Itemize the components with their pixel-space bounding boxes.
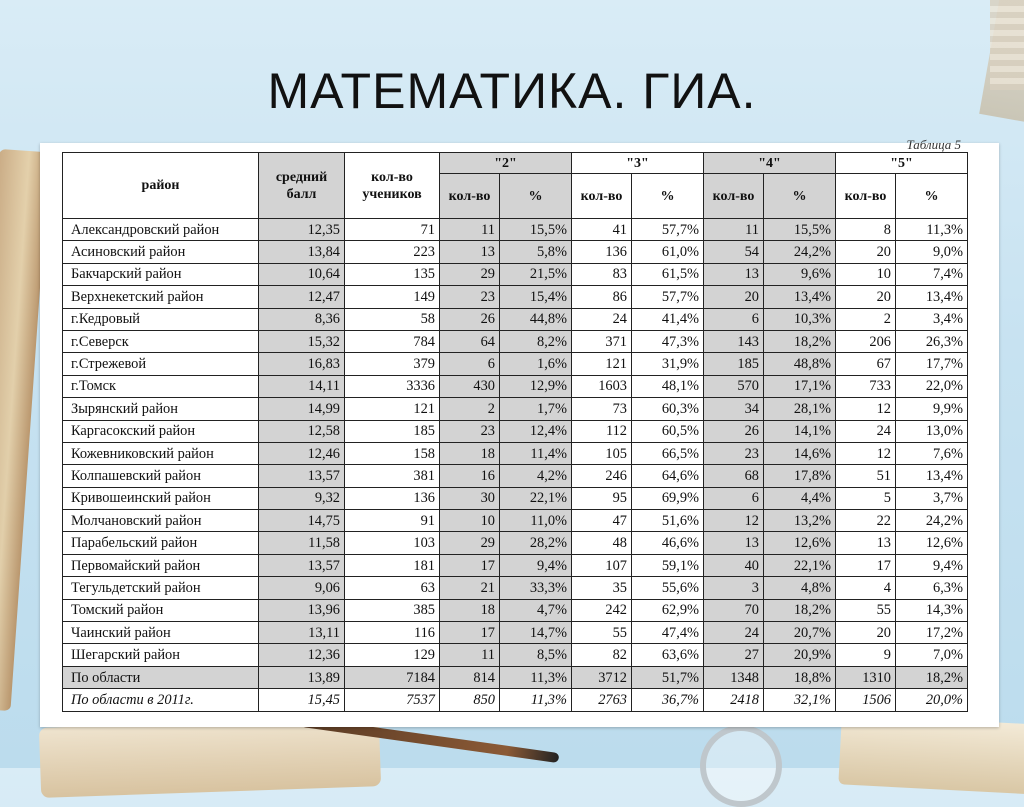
district-cell: Каргасокский район	[63, 420, 259, 442]
district-cell: Парабельский район	[63, 532, 259, 554]
value-cell: 7537	[345, 689, 440, 711]
district-cell: Тегульдетский район	[63, 577, 259, 599]
value-cell: 4,8%	[764, 577, 836, 599]
value-cell: 116	[345, 622, 440, 644]
value-cell: 185	[345, 420, 440, 442]
value-cell: 143	[704, 330, 764, 352]
table-body	[63, 219, 968, 712]
value-cell: 570	[704, 375, 764, 397]
value-cell: 136	[345, 487, 440, 509]
table-row	[63, 442, 968, 464]
value-cell: 10	[836, 263, 896, 285]
value-cell: 32,1%	[764, 689, 836, 711]
value-cell: 1,6%	[500, 353, 572, 375]
value-cell: 9,9%	[896, 398, 968, 420]
table-row	[63, 330, 968, 352]
value-cell: 12,9%	[500, 375, 572, 397]
value-cell: 4,4%	[764, 487, 836, 509]
value-cell: 12,35	[259, 219, 345, 241]
value-cell: 51,6%	[632, 510, 704, 532]
value-cell: 223	[345, 241, 440, 263]
value-cell: 18	[440, 442, 500, 464]
header-grade-5: "5"	[836, 153, 968, 174]
value-cell: 63,6%	[632, 644, 704, 666]
value-cell: 24	[836, 420, 896, 442]
value-cell: 26	[704, 420, 764, 442]
value-cell: 246	[572, 465, 632, 487]
table-row	[63, 644, 968, 666]
value-cell: 7,0%	[896, 644, 968, 666]
value-cell: 82	[572, 644, 632, 666]
value-cell: 12,6%	[764, 532, 836, 554]
value-cell: 58	[345, 308, 440, 330]
table-row	[63, 420, 968, 442]
value-cell: 13	[440, 241, 500, 263]
prev-year-row	[63, 689, 968, 711]
district-cell: Кожевниковский район	[63, 442, 259, 464]
header-percent-4: %	[764, 174, 836, 219]
district-cell: Асиновский район	[63, 241, 259, 263]
value-cell: 14,3%	[896, 599, 968, 621]
table-row	[63, 622, 968, 644]
value-cell: 9,0%	[896, 241, 968, 263]
header-percent-2: %	[500, 174, 572, 219]
value-cell: 12,46	[259, 442, 345, 464]
value-cell: 9,4%	[500, 554, 572, 576]
value-cell: 60,5%	[632, 420, 704, 442]
value-cell: 47,4%	[632, 622, 704, 644]
value-cell: 18,2%	[764, 599, 836, 621]
value-cell: 1506	[836, 689, 896, 711]
value-cell: 13,4%	[764, 286, 836, 308]
value-cell: 13,96	[259, 599, 345, 621]
value-cell: 48,1%	[632, 375, 704, 397]
value-cell: 10,3%	[764, 308, 836, 330]
value-cell: 12,6%	[896, 532, 968, 554]
value-cell: 733	[836, 375, 896, 397]
district-cell: г.Томск	[63, 375, 259, 397]
results-table	[62, 152, 968, 712]
district-cell: Кривошеинский район	[63, 487, 259, 509]
value-cell: 11	[440, 219, 500, 241]
value-cell: 60,3%	[632, 398, 704, 420]
value-cell: 23	[440, 420, 500, 442]
value-cell: 9,4%	[896, 554, 968, 576]
header-percent-5: %	[896, 174, 968, 219]
value-cell: 371	[572, 330, 632, 352]
value-cell: 135	[345, 263, 440, 285]
value-cell: 12	[836, 398, 896, 420]
value-cell: 11,3%	[500, 666, 572, 688]
value-cell: 71	[345, 219, 440, 241]
table-caption: Таблица 5	[906, 137, 961, 152]
value-cell: 27	[704, 644, 764, 666]
value-cell: 9,6%	[764, 263, 836, 285]
value-cell: 55,6%	[632, 577, 704, 599]
value-cell: 12	[836, 442, 896, 464]
value-cell: 86	[572, 286, 632, 308]
value-cell: 7184	[345, 666, 440, 688]
value-cell: 57,7%	[632, 286, 704, 308]
value-cell: 63	[345, 577, 440, 599]
value-cell: 13,89	[259, 666, 345, 688]
value-cell: 61,0%	[632, 241, 704, 263]
value-cell: 83	[572, 263, 632, 285]
value-cell: 21,5%	[500, 263, 572, 285]
value-cell: 64	[440, 330, 500, 352]
table-sheet	[40, 137, 999, 727]
value-cell: 4	[836, 577, 896, 599]
table-row	[63, 286, 968, 308]
value-cell: 11,58	[259, 532, 345, 554]
value-cell: 7,6%	[896, 442, 968, 464]
value-cell: 1310	[836, 666, 896, 688]
value-cell: 381	[345, 465, 440, 487]
district-cell: Томский район	[63, 599, 259, 621]
value-cell: 61,5%	[632, 263, 704, 285]
value-cell: 185	[704, 353, 764, 375]
value-cell: 8,2%	[500, 330, 572, 352]
value-cell: 47	[572, 510, 632, 532]
value-cell: 13,84	[259, 241, 345, 263]
value-cell: 55	[572, 622, 632, 644]
value-cell: 36,7%	[632, 689, 704, 711]
value-cell: 430	[440, 375, 500, 397]
value-cell: 15,32	[259, 330, 345, 352]
header-students: кол-во учеников	[345, 153, 440, 219]
value-cell: 69,9%	[632, 487, 704, 509]
value-cell: 850	[440, 689, 500, 711]
value-cell: 6	[704, 308, 764, 330]
district-cell: Бакчарский район	[63, 263, 259, 285]
value-cell: 30	[440, 487, 500, 509]
table-row	[63, 554, 968, 576]
value-cell: 18,2%	[764, 330, 836, 352]
value-cell: 8,5%	[500, 644, 572, 666]
district-cell: Чаинский район	[63, 622, 259, 644]
value-cell: 13,2%	[764, 510, 836, 532]
table-row	[63, 532, 968, 554]
value-cell: 6	[704, 487, 764, 509]
value-cell: 17	[836, 554, 896, 576]
value-cell: 8	[836, 219, 896, 241]
table-row	[63, 487, 968, 509]
value-cell: 95	[572, 487, 632, 509]
value-cell: 13,0%	[896, 420, 968, 442]
value-cell: 17,7%	[896, 353, 968, 375]
value-cell: 24,2%	[764, 241, 836, 263]
value-cell: 14,75	[259, 510, 345, 532]
value-cell: 66,5%	[632, 442, 704, 464]
value-cell: 3336	[345, 375, 440, 397]
value-cell: 11	[704, 219, 764, 241]
value-cell: 20,7%	[764, 622, 836, 644]
value-cell: 22,0%	[896, 375, 968, 397]
value-cell: 136	[572, 241, 632, 263]
value-cell: 51	[836, 465, 896, 487]
value-cell: 73	[572, 398, 632, 420]
value-cell: 13,57	[259, 554, 345, 576]
value-cell: 35	[572, 577, 632, 599]
value-cell: 4,7%	[500, 599, 572, 621]
value-cell: 7,4%	[896, 263, 968, 285]
value-cell: 17	[440, 554, 500, 576]
value-cell: 6	[440, 353, 500, 375]
value-cell: 5,8%	[500, 241, 572, 263]
table-row	[63, 219, 968, 241]
district-cell: Первомайский район	[63, 554, 259, 576]
value-cell: 105	[572, 442, 632, 464]
value-cell: 48	[572, 532, 632, 554]
total-row	[63, 666, 968, 688]
value-cell: 11,0%	[500, 510, 572, 532]
value-cell: 17,2%	[896, 622, 968, 644]
value-cell: 48,8%	[764, 353, 836, 375]
district-cell: Верхнекетский район	[63, 286, 259, 308]
table-row	[63, 241, 968, 263]
value-cell: 41	[572, 219, 632, 241]
value-cell: 91	[345, 510, 440, 532]
value-cell: 11	[440, 644, 500, 666]
district-cell: Александровский район	[63, 219, 259, 241]
district-cell: г.Стрежевой	[63, 353, 259, 375]
value-cell: 13,11	[259, 622, 345, 644]
value-cell: 57,7%	[632, 219, 704, 241]
value-cell: 13	[704, 263, 764, 285]
district-cell: Молчановский район	[63, 510, 259, 532]
value-cell: 1603	[572, 375, 632, 397]
header-avg: средний балл	[259, 153, 345, 219]
value-cell: 62,9%	[632, 599, 704, 621]
district-cell: Шегарский район	[63, 644, 259, 666]
value-cell: 11,4%	[500, 442, 572, 464]
table-row	[63, 510, 968, 532]
header-grade-4: "4"	[704, 153, 836, 174]
value-cell: 26	[440, 308, 500, 330]
value-cell: 12	[704, 510, 764, 532]
value-cell: 15,5%	[500, 219, 572, 241]
district-cell: Зырянский район	[63, 398, 259, 420]
district-cell: г.Кедровый	[63, 308, 259, 330]
value-cell: 3	[704, 577, 764, 599]
value-cell: 13	[836, 532, 896, 554]
value-cell: 6,3%	[896, 577, 968, 599]
value-cell: 55	[836, 599, 896, 621]
table-row	[63, 577, 968, 599]
value-cell: 20	[836, 286, 896, 308]
value-cell: 67	[836, 353, 896, 375]
value-cell: 23	[440, 286, 500, 308]
district-cell: По области в 2011г.	[63, 689, 259, 711]
value-cell: 46,6%	[632, 532, 704, 554]
value-cell: 15,5%	[764, 219, 836, 241]
value-cell: 22,1%	[500, 487, 572, 509]
value-cell: 8,36	[259, 308, 345, 330]
value-cell: 10,64	[259, 263, 345, 285]
header-district: район	[63, 153, 259, 219]
value-cell: 181	[345, 554, 440, 576]
value-cell: 16	[440, 465, 500, 487]
value-cell: 2418	[704, 689, 764, 711]
district-cell: г.Северск	[63, 330, 259, 352]
value-cell: 54	[704, 241, 764, 263]
value-cell: 68	[704, 465, 764, 487]
table-row	[63, 263, 968, 285]
value-cell: 14,99	[259, 398, 345, 420]
value-cell: 20	[836, 622, 896, 644]
value-cell: 9	[836, 644, 896, 666]
value-cell: 13,4%	[896, 465, 968, 487]
value-cell: 24,2%	[896, 510, 968, 532]
value-cell: 14,1%	[764, 420, 836, 442]
value-cell: 12,47	[259, 286, 345, 308]
value-cell: 9,06	[259, 577, 345, 599]
value-cell: 2	[836, 308, 896, 330]
header-count-5: кол-во	[836, 174, 896, 219]
header-grade-3: "3"	[572, 153, 704, 174]
value-cell: 5	[836, 487, 896, 509]
value-cell: 18	[440, 599, 500, 621]
value-cell: 47,3%	[632, 330, 704, 352]
value-cell: 379	[345, 353, 440, 375]
value-cell: 15,4%	[500, 286, 572, 308]
value-cell: 20,9%	[764, 644, 836, 666]
value-cell: 11,3%	[896, 219, 968, 241]
value-cell: 784	[345, 330, 440, 352]
value-cell: 44,8%	[500, 308, 572, 330]
value-cell: 121	[572, 353, 632, 375]
value-cell: 103	[345, 532, 440, 554]
district-cell: По области	[63, 666, 259, 688]
table-row	[63, 308, 968, 330]
value-cell: 18,2%	[896, 666, 968, 688]
header-row-top	[63, 153, 968, 174]
value-cell: 41,4%	[632, 308, 704, 330]
value-cell: 1,7%	[500, 398, 572, 420]
value-cell: 70	[704, 599, 764, 621]
background-magnifier	[700, 725, 782, 807]
value-cell: 9,32	[259, 487, 345, 509]
value-cell: 22	[836, 510, 896, 532]
value-cell: 12,36	[259, 644, 345, 666]
table-row	[63, 465, 968, 487]
value-cell: 64,6%	[632, 465, 704, 487]
value-cell: 158	[345, 442, 440, 464]
value-cell: 16,83	[259, 353, 345, 375]
value-cell: 206	[836, 330, 896, 352]
value-cell: 3,7%	[896, 487, 968, 509]
value-cell: 40	[704, 554, 764, 576]
value-cell: 15,45	[259, 689, 345, 711]
value-cell: 3,4%	[896, 308, 968, 330]
value-cell: 59,1%	[632, 554, 704, 576]
value-cell: 10	[440, 510, 500, 532]
value-cell: 28,1%	[764, 398, 836, 420]
value-cell: 107	[572, 554, 632, 576]
value-cell: 13	[704, 532, 764, 554]
value-cell: 31,9%	[632, 353, 704, 375]
value-cell: 29	[440, 263, 500, 285]
header-grade-2: "2"	[440, 153, 572, 174]
table-row	[63, 398, 968, 420]
value-cell: 22,1%	[764, 554, 836, 576]
district-cell: Колпашевский район	[63, 465, 259, 487]
value-cell: 14,6%	[764, 442, 836, 464]
value-cell: 14,11	[259, 375, 345, 397]
value-cell: 18,8%	[764, 666, 836, 688]
value-cell: 20,0%	[896, 689, 968, 711]
value-cell: 12,58	[259, 420, 345, 442]
table-row	[63, 599, 968, 621]
value-cell: 3712	[572, 666, 632, 688]
value-cell: 12,4%	[500, 420, 572, 442]
value-cell: 24	[572, 308, 632, 330]
value-cell: 13,57	[259, 465, 345, 487]
value-cell: 112	[572, 420, 632, 442]
value-cell: 26,3%	[896, 330, 968, 352]
header-count-4: кол-во	[704, 174, 764, 219]
value-cell: 385	[345, 599, 440, 621]
value-cell: 20	[836, 241, 896, 263]
value-cell: 1348	[704, 666, 764, 688]
header-count-2: кол-во	[440, 174, 500, 219]
value-cell: 28,2%	[500, 532, 572, 554]
value-cell: 21	[440, 577, 500, 599]
value-cell: 33,3%	[500, 577, 572, 599]
value-cell: 17	[440, 622, 500, 644]
value-cell: 2763	[572, 689, 632, 711]
header-count-3: кол-во	[572, 174, 632, 219]
table-row	[63, 353, 968, 375]
value-cell: 149	[345, 286, 440, 308]
value-cell: 29	[440, 532, 500, 554]
value-cell: 121	[345, 398, 440, 420]
value-cell: 20	[704, 286, 764, 308]
value-cell: 17,1%	[764, 375, 836, 397]
value-cell: 11,3%	[500, 689, 572, 711]
value-cell: 13,4%	[896, 286, 968, 308]
value-cell: 14,7%	[500, 622, 572, 644]
table-row	[63, 375, 968, 397]
value-cell: 51,7%	[632, 666, 704, 688]
value-cell: 34	[704, 398, 764, 420]
value-cell: 4,2%	[500, 465, 572, 487]
value-cell: 24	[704, 622, 764, 644]
value-cell: 129	[345, 644, 440, 666]
value-cell: 242	[572, 599, 632, 621]
header-percent-3: %	[632, 174, 704, 219]
value-cell: 2	[440, 398, 500, 420]
value-cell: 17,8%	[764, 465, 836, 487]
slide-title: МАТЕМАТИКА. ГИА.	[267, 63, 757, 119]
value-cell: 23	[704, 442, 764, 464]
value-cell: 814	[440, 666, 500, 688]
